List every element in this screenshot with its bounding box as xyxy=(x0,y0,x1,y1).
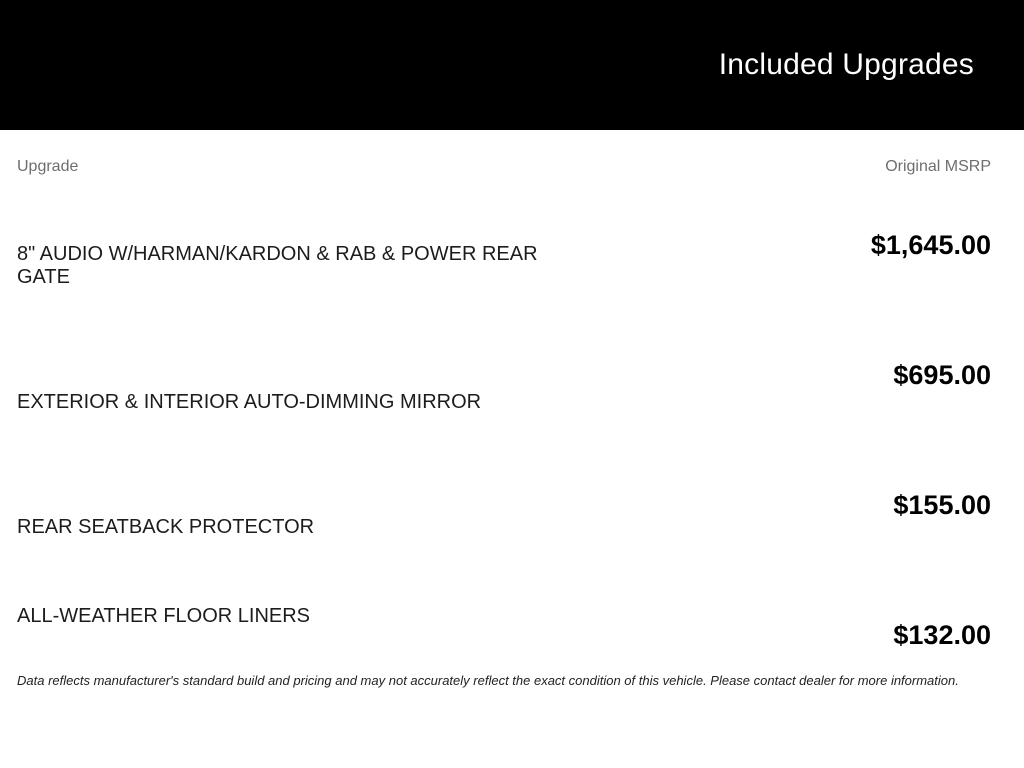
header-bar xyxy=(0,0,1024,130)
column-header-msrp: Original MSRP xyxy=(885,158,991,175)
column-header-upgrade: Upgrade xyxy=(17,158,79,175)
upgrade-msrp: $155.00 xyxy=(893,490,991,520)
upgrade-prices-column xyxy=(871,200,991,664)
upgrade-msrp: $695.00 xyxy=(893,360,991,390)
table-column-headers xyxy=(17,158,991,176)
upgrade-name: ALL-WEATHER FLOOR LINERS xyxy=(17,605,311,627)
upgrade-msrp: $132.00 xyxy=(893,620,991,650)
upgrade-name: 8" AUDIO W/HARMAN/KARDON & RAB & POWER REAR GATE xyxy=(17,243,538,288)
upgrades-table-body xyxy=(17,200,991,664)
upgrade-names-column xyxy=(17,200,577,664)
upgrade-name: EXTERIOR & INTERIOR AUTO-DIMMING MIRROR xyxy=(17,391,482,413)
upgrade-name: REAR SEATBACK PROTECTOR xyxy=(17,516,315,538)
included-upgrades-section xyxy=(0,130,1024,689)
upgrade-msrp: $1,645.00 xyxy=(870,230,991,260)
page-title: Included Upgrades xyxy=(718,48,974,81)
disclaimer-text: Data reflects manufacturer's standard build and pricing and may not accurately reflect the exact condition of this vehicle. Please contact dealer for more information. xyxy=(17,673,959,688)
